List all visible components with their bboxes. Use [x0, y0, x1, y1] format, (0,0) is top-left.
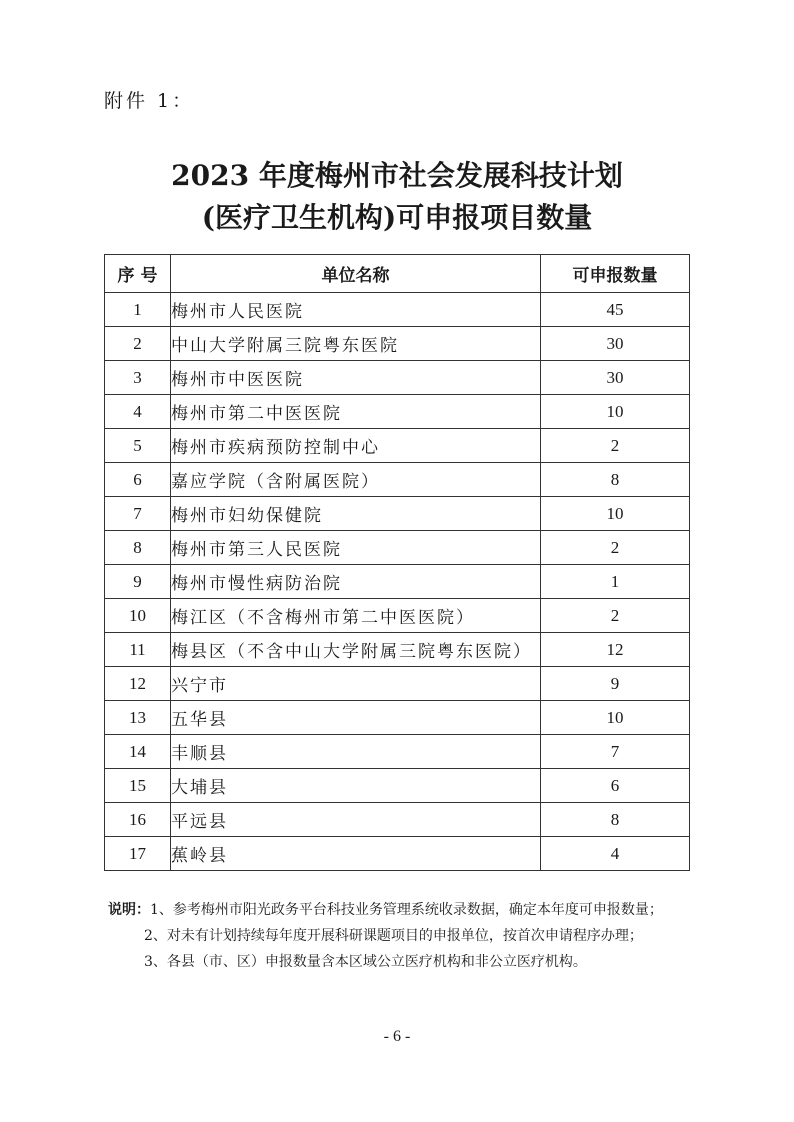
- row-number: 1: [105, 293, 171, 327]
- table-row: [105, 667, 690, 701]
- row-number: 7: [105, 497, 171, 531]
- row-unit: 蕉岭县: [171, 837, 541, 871]
- row-number: 14: [105, 735, 171, 769]
- row-number: 9: [105, 565, 171, 599]
- row-unit: 梅州市第三人民医院: [171, 531, 541, 565]
- header-serial-number: 序 号: [105, 255, 171, 293]
- row-quota: 9: [541, 667, 690, 701]
- table-row: [105, 361, 690, 395]
- row-number: 12: [105, 667, 171, 701]
- row-unit: 梅州市慢性病防治院: [171, 565, 541, 599]
- table-row: [105, 837, 690, 871]
- table-row: [105, 327, 690, 361]
- row-unit: 梅州市中医医院: [171, 361, 541, 395]
- table-header-row: [105, 255, 690, 293]
- row-number: 13: [105, 701, 171, 735]
- table-row: [105, 293, 690, 327]
- row-quota: 10: [541, 395, 690, 429]
- row-quota: 30: [541, 361, 690, 395]
- row-quota: 8: [541, 463, 690, 497]
- table-row: [105, 803, 690, 837]
- row-number: 16: [105, 803, 171, 837]
- row-number: 2: [105, 327, 171, 361]
- note-text: 1、参考梅州市阳光政务平台科技业务管理系统收录数据，确定本年度可申报数量；: [150, 902, 663, 918]
- row-quota: 2: [541, 599, 690, 633]
- row-unit: 梅江区（不含梅州市第二中医医院）: [171, 599, 541, 633]
- row-unit: 梅州市人民医院: [171, 293, 541, 327]
- table-row: [105, 497, 690, 531]
- row-number: 11: [105, 633, 171, 667]
- row-unit: 梅州市疾病预防控制中心: [171, 429, 541, 463]
- row-unit: 丰顺县: [171, 735, 541, 769]
- row-unit: 中山大学附属三院粤东医院: [171, 327, 541, 361]
- header-quota: 可申报数量: [541, 255, 690, 293]
- row-number: 4: [105, 395, 171, 429]
- row-unit: 兴宁市: [171, 667, 541, 701]
- row-quota: 30: [541, 327, 690, 361]
- row-number: 5: [105, 429, 171, 463]
- notes-section: [108, 897, 663, 975]
- row-unit: 嘉应学院（含附属医院）: [171, 463, 541, 497]
- note-line-2: 2、对未有计划持续每年度开展科研课题项目的申报单位，按首次申请程序办理；: [144, 928, 643, 944]
- table-row: [105, 599, 690, 633]
- row-quota: 8: [541, 803, 690, 837]
- row-quota: 12: [541, 633, 690, 667]
- page-number: - 6 -: [383, 1028, 411, 1045]
- row-unit: 五华县: [171, 701, 541, 735]
- table-row: [105, 735, 690, 769]
- table-row: [105, 429, 690, 463]
- row-number: 17: [105, 837, 171, 871]
- row-unit: 梅州市妇幼保健院: [171, 497, 541, 531]
- attachment-label: 附件 1：: [104, 90, 195, 112]
- table-row: [105, 701, 690, 735]
- table-row: [105, 633, 690, 667]
- table-row: [105, 531, 690, 565]
- row-quota: 4: [541, 837, 690, 871]
- row-quota: 10: [541, 497, 690, 531]
- row-unit: 平远县: [171, 803, 541, 837]
- notes-label: 说明：: [108, 902, 150, 918]
- row-unit: 梅州市第二中医医院: [171, 395, 541, 429]
- row-number: 8: [105, 531, 171, 565]
- row-quota: 6: [541, 769, 690, 803]
- row-quota: 10: [541, 701, 690, 735]
- row-unit: 大埔县: [171, 769, 541, 803]
- row-quota: 2: [541, 429, 690, 463]
- row-quota: 7: [541, 735, 690, 769]
- table-row: [105, 769, 690, 803]
- header-unit-name: 单位名称: [171, 255, 541, 293]
- table-row: [105, 395, 690, 429]
- document-title-line-2: (医疗卫生机构)可申报项目数量: [201, 201, 593, 234]
- quota-table: [104, 254, 690, 871]
- row-number: 10: [105, 599, 171, 633]
- row-number: 3: [105, 361, 171, 395]
- row-quota: 45: [541, 293, 690, 327]
- row-number: 15: [105, 769, 171, 803]
- note-line-3: 3、各县（市、区）申报数量含本区域公立医疗机构和非公立医疗机构。: [144, 954, 587, 970]
- table-row: [105, 565, 690, 599]
- row-quota: 1: [541, 565, 690, 599]
- row-unit: 梅县区（不含中山大学附属三院粤东医院）: [171, 633, 541, 667]
- note-line-1: [108, 897, 663, 923]
- row-quota: 2: [541, 531, 690, 565]
- table-row: [105, 463, 690, 497]
- row-number: 6: [105, 463, 171, 497]
- document-title-line-1: 2023 年度梅州市社会发展科技计划: [171, 159, 623, 192]
